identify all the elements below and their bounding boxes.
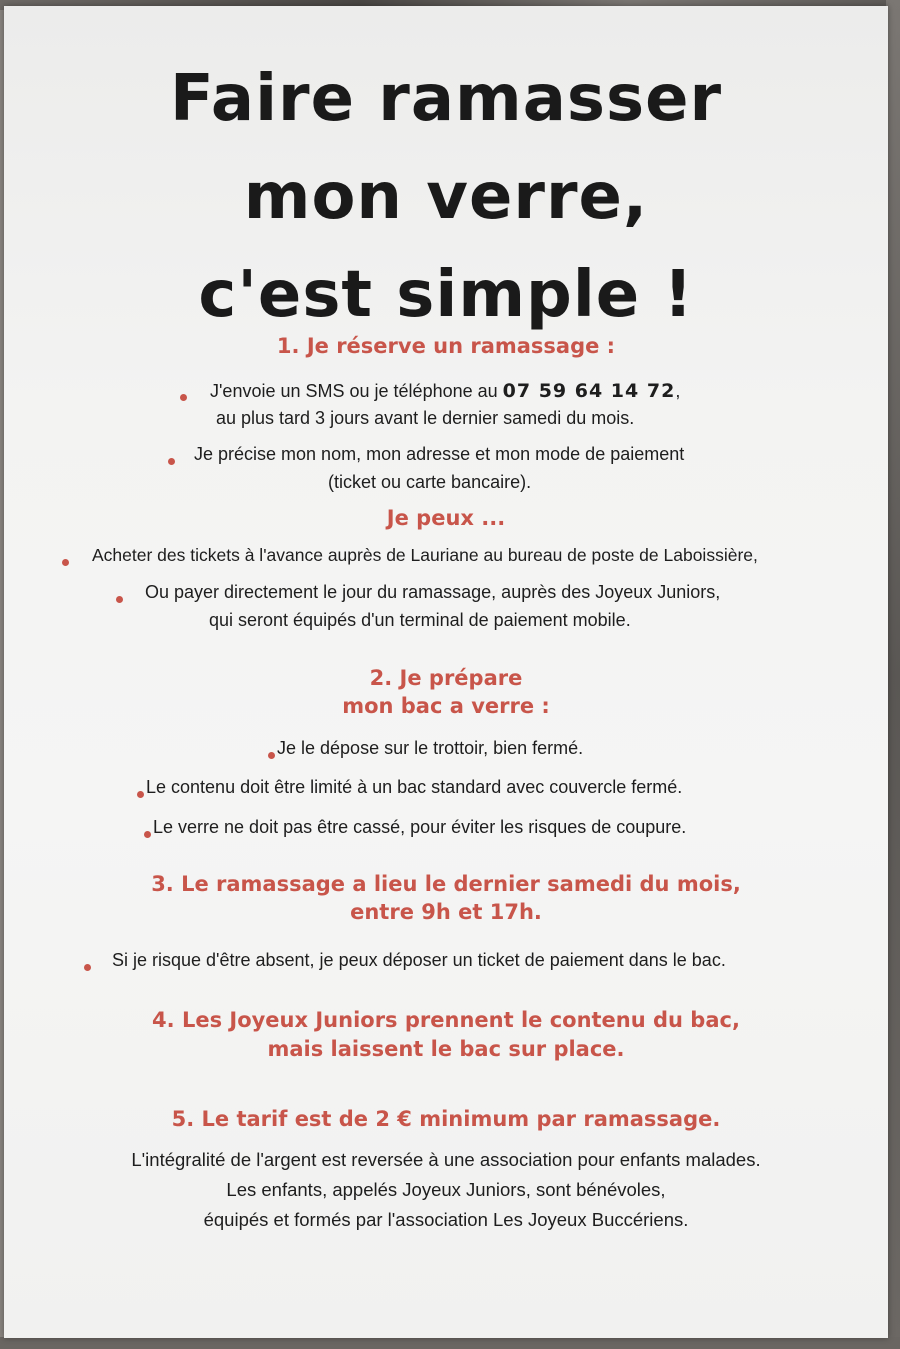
section5-heading: 5. Le tarif est de 2 € minimum par ramassage. xyxy=(171,1107,721,1131)
section5-line3: équipés et formés par l'association Les Joyeux Buccériens. xyxy=(203,1209,689,1230)
bullet-dot xyxy=(180,394,187,401)
jepeux-bullet2-line2: qui seront équipés d'un terminal de paiement mobile. xyxy=(209,610,631,630)
jepeux-bullet2-line1: Ou payer directement le jour du ramassage, auprès des Joyeux Juniors, xyxy=(145,582,721,602)
section1-heading: 1. Je réserve un ramassage : xyxy=(276,334,616,358)
title-line-2: mon verre, xyxy=(243,160,649,234)
flyer-title xyxy=(4,50,888,344)
bullet-dot xyxy=(268,752,275,759)
section1-bullet1-line2: au plus tard 3 jours avant le dernier samedi du mois. xyxy=(216,408,635,428)
phone-number: 07 59 64 14 72 xyxy=(502,380,676,402)
section1-bullet2-line1: Je précise mon nom, mon adresse et mon mode de paiement xyxy=(194,444,685,464)
section2-heading-line1: 2. Je prépare xyxy=(369,666,523,690)
jepeux-heading: Je peux ... xyxy=(386,506,506,530)
title-line-1: Faire ramasser xyxy=(169,62,723,136)
title-line-3: c'est simple ! xyxy=(198,258,694,332)
section3-bullet1: Si je risque d'être absent, je peux déposer un ticket de paiement dans le bac. xyxy=(112,950,726,970)
background-edge-right xyxy=(886,0,900,1349)
flyer-paper xyxy=(4,6,888,1338)
section2-heading-line2: mon bac a verre : xyxy=(342,694,550,718)
bullet-dot xyxy=(116,596,123,603)
bullet-dot xyxy=(84,964,91,971)
bullet-dot xyxy=(62,559,69,566)
section5-line1: L'intégralité de l'argent est reversée à une association pour enfants malades. xyxy=(131,1149,761,1170)
section1-bullet1-line1 xyxy=(210,380,680,402)
section2-bullet2: Le contenu doit être limité à un bac standard avec couvercle fermé. xyxy=(146,777,683,797)
section3-heading-line1: 3. Le ramassage a lieu le dernier samedi du mois, xyxy=(151,872,741,896)
bullet-dot xyxy=(168,458,175,465)
section2-bullet1: Je le dépose sur le trottoir, bien fermé. xyxy=(277,738,584,758)
bullet-dot xyxy=(137,791,144,798)
section4-heading-line1: 4. Les Joyeux Juniors prennent le contenu du bac, xyxy=(152,1008,740,1032)
bullet-dot xyxy=(144,831,151,838)
section2-bullet3: Le verre ne doit pas être cassé, pour éviter les risques de coupure. xyxy=(153,817,687,837)
section1-bullet1-text: J'envoie un SMS ou je téléphone au xyxy=(210,381,503,401)
section1-bullet1-comma: , xyxy=(675,381,681,401)
section4-heading-line2: mais laissent le bac sur place. xyxy=(267,1037,625,1061)
section5-line2: Les enfants, appelés Joyeux Juniors, sont bénévoles, xyxy=(226,1179,666,1200)
section1-bullet2-line2: (ticket ou carte bancaire). xyxy=(328,472,532,492)
background-edge-bottom xyxy=(0,1337,900,1349)
section3-heading-line2: entre 9h et 17h. xyxy=(350,900,542,924)
jepeux-bullet1: Acheter des tickets à l'avance auprès de Lauriane au bureau de poste de Laboissière, xyxy=(92,545,758,565)
